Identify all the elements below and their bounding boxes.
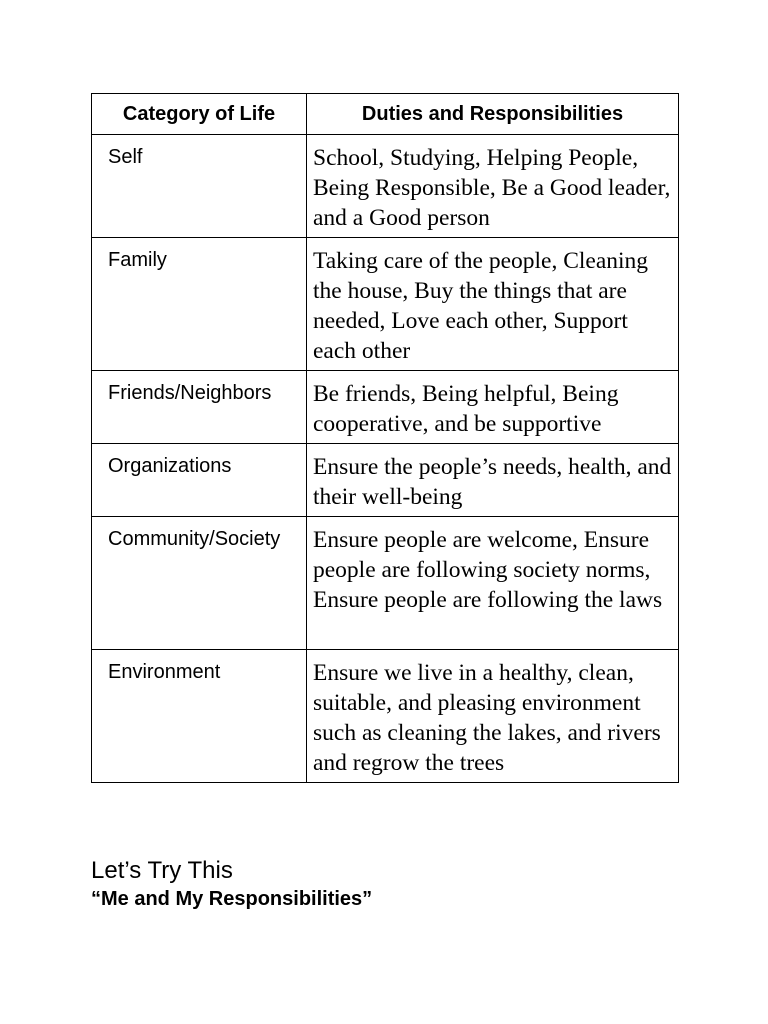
category-cell: Family	[92, 238, 307, 371]
table-row	[92, 371, 679, 444]
category-cell: Friends/Neighbors	[92, 371, 307, 444]
table-row	[92, 135, 679, 238]
table-row	[92, 238, 679, 371]
category-cell: Self	[92, 135, 307, 238]
responsibilities-table	[91, 93, 679, 783]
table-row	[92, 517, 679, 650]
category-cell: Environment	[92, 650, 307, 783]
table-row	[92, 650, 679, 783]
table-header-row	[92, 94, 679, 135]
duties-cell: Taking care of the people, Cleaning the house, Buy the things that are needed, Love each other, Support each other	[307, 238, 679, 371]
duties-cell: Ensure we live in a healthy, clean, suitable, and pleasing environment such as cleaning the lakes, and rivers and regrow the trees	[307, 650, 679, 783]
duties-cell: Ensure people are welcome, Ensure people are following society norms, Ensure people are following the laws	[307, 517, 679, 650]
category-cell: Organizations	[92, 444, 307, 517]
header-duties: Duties and Responsibilities	[307, 94, 679, 135]
activity-title: Let’s Try This	[91, 857, 233, 884]
duties-cell: Ensure the people’s needs, health, and their well-being	[307, 444, 679, 517]
table-row	[92, 444, 679, 517]
header-category: Category of Life	[92, 94, 307, 135]
duties-cell: Be friends, Being helpful, Being cooperative, and be supportive	[307, 371, 679, 444]
duties-cell: School, Studying, Helping People, Being Responsible, Be a Good leader, and a Good person	[307, 135, 679, 238]
category-cell: Community/Society	[92, 517, 307, 650]
activity-subtitle: “Me and My Responsibilities”	[91, 888, 373, 910]
